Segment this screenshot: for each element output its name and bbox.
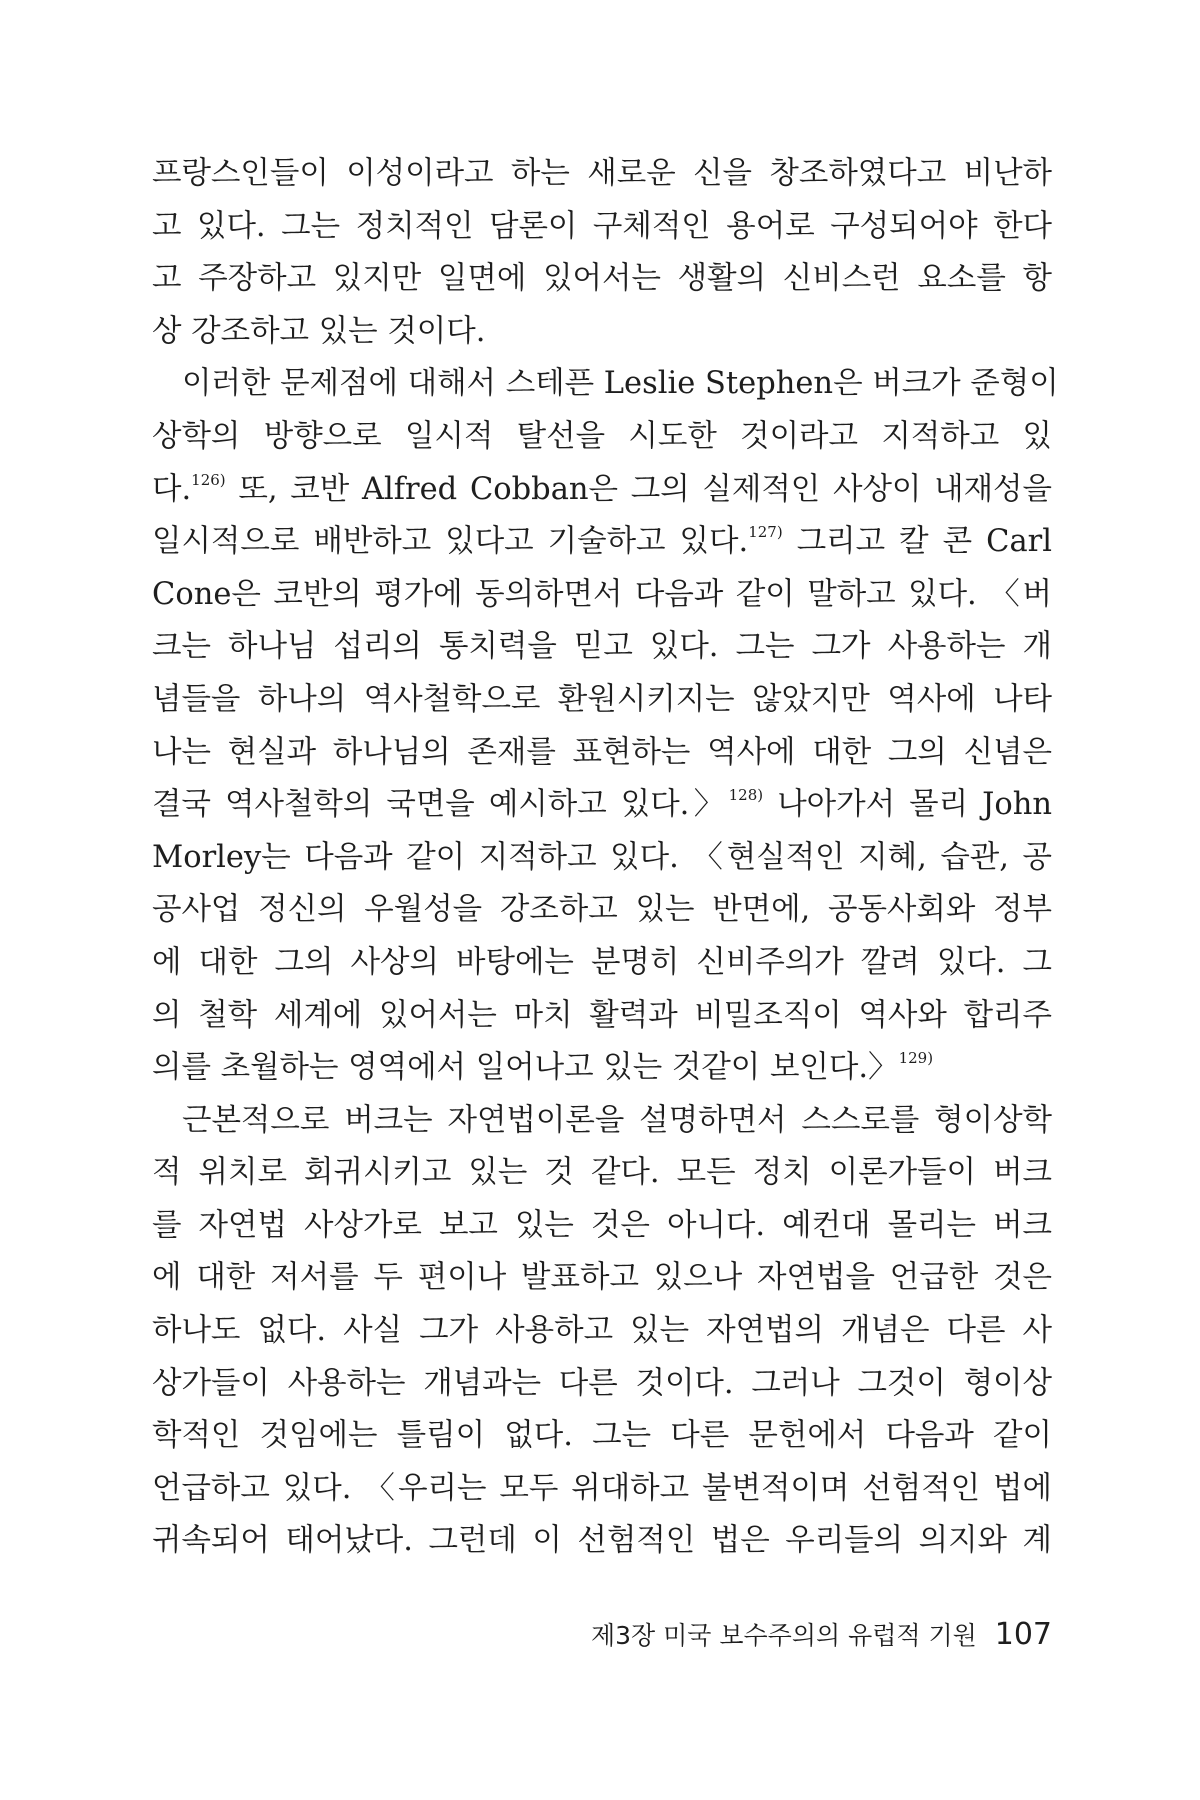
text-segment: 다. (152, 471, 192, 507)
footnote-ref: 128) (728, 786, 764, 805)
footnote-ref: 129) (898, 1049, 934, 1068)
text-line: 언급하고 있다. 〈우리는 모두 위대하고 불변적이며 선험적인 법에 (152, 1470, 1052, 1506)
text-line (152, 516, 1052, 569)
text-line: 상가들이 사용하는 개념과는 다른 것이다. 그러나 그것이 형이상 (152, 1365, 1052, 1401)
text-segment: 그리고 칼 콘 Carl (782, 524, 1052, 560)
text-line: 고 주장하고 있지만 일면에 있어서는 생활의 신비스런 요소를 항 (152, 261, 1052, 297)
text-line: 념들을 하나의 역사철학으로 환원시키지는 않았지만 역사에 나타 (152, 681, 1052, 717)
footnote-ref: 127) (748, 523, 783, 542)
text-line: Cone은 코반의 평가에 동의하면서 다음과 같이 말하고 있다. 〈버 (152, 576, 1052, 612)
text-segment: 의를 초월하는 영역에서 일어나고 있는 것같이 보인다.〉 (152, 1050, 899, 1086)
text-line: 나는 현실과 하나님의 존재를 표현하는 역사에 대한 그의 신념은 (152, 734, 1052, 770)
text-line: 이러한 문제점에 대해서 스테픈 Leslie Stephen은 버크가 준형이 (182, 366, 1059, 402)
chapter-title: 제3장 미국 보수주의의 유럽적 기원 (590, 1621, 977, 1650)
text-line: 근본적으로 버크는 자연법이론을 설명하면서 스스로를 형이상학 (182, 1102, 1052, 1138)
text-line: 크는 하나님 섭리의 통치력을 믿고 있다. 그는 그가 사용하는 개 (152, 629, 1052, 665)
page-footer (591, 1616, 1052, 1652)
text-line: 귀속되어 태어났다. 그런데 이 선험적인 법은 우리들의 의지와 계 (152, 1523, 1052, 1559)
text-line: 의 철학 세계에 있어서는 마치 활력과 비밀조직이 역사와 합리주 (152, 997, 1052, 1033)
text-line: 고 있다. 그는 정치적인 담론이 구체적인 용어로 구성되어야 한다 (152, 208, 1052, 244)
footnote-ref: 126) (191, 470, 226, 489)
text-segment: 일시적으로 배반하고 있다고 기술하고 있다. (152, 524, 749, 560)
text-line: 상 강조하고 있는 것이다. (152, 313, 486, 349)
text-line: 에 대한 저서를 두 편이나 발표하고 있으나 자연법을 언급한 것은 (152, 1260, 1052, 1296)
text-line (152, 779, 1052, 832)
text-segment: 결국 역사철학의 국면을 예시하고 있다.〉 (152, 787, 729, 823)
text-segment: 나아가서 몰리 John (763, 787, 1052, 823)
body-text (152, 148, 1059, 1568)
text-line (152, 1042, 1052, 1095)
text-line: 적 위치로 회귀시키고 있는 것 같다. 모든 정치 이론가들이 버크 (152, 1155, 1052, 1191)
text-line: Morley는 다음과 같이 지적하고 있다. 〈현실적인 지혜, 습관, 공 (152, 839, 1052, 875)
page-number: 107 (994, 1617, 1052, 1652)
text-line: 에 대한 그의 사상의 바탕에는 분명히 신비주의가 깔려 있다. 그 (152, 944, 1052, 980)
text-line: 공사업 정신의 우월성을 강조하고 있는 반면에, 공동사회와 정부 (152, 892, 1052, 928)
paragraph-1 (152, 148, 1052, 358)
text-line: 학적인 것임에는 틀림이 없다. 그는 다른 문헌에서 다음과 같이 (152, 1418, 1052, 1454)
text-line: 하나도 없다. 사실 그가 사용하고 있는 자연법의 개념은 다른 사 (152, 1313, 1052, 1349)
text-line (152, 464, 1052, 517)
text-line: 프랑스인들이 이성이라고 하는 새로운 신을 창조하였다고 비난하 (152, 156, 1052, 191)
paragraph-2 (152, 358, 1059, 1094)
text-segment: 또, 코반 Alfred Cobban은 그의 실제적인 사상이 내재성을 (225, 471, 1052, 507)
text-line: 상학의 방향으로 일시적 탈선을 시도한 것이라고 지적하고 있 (152, 418, 1052, 454)
paragraph-3 (152, 1095, 1052, 1568)
text-line: 를 자연법 사상가로 보고 있는 것은 아니다. 예컨대 몰리는 버크 (152, 1207, 1052, 1243)
